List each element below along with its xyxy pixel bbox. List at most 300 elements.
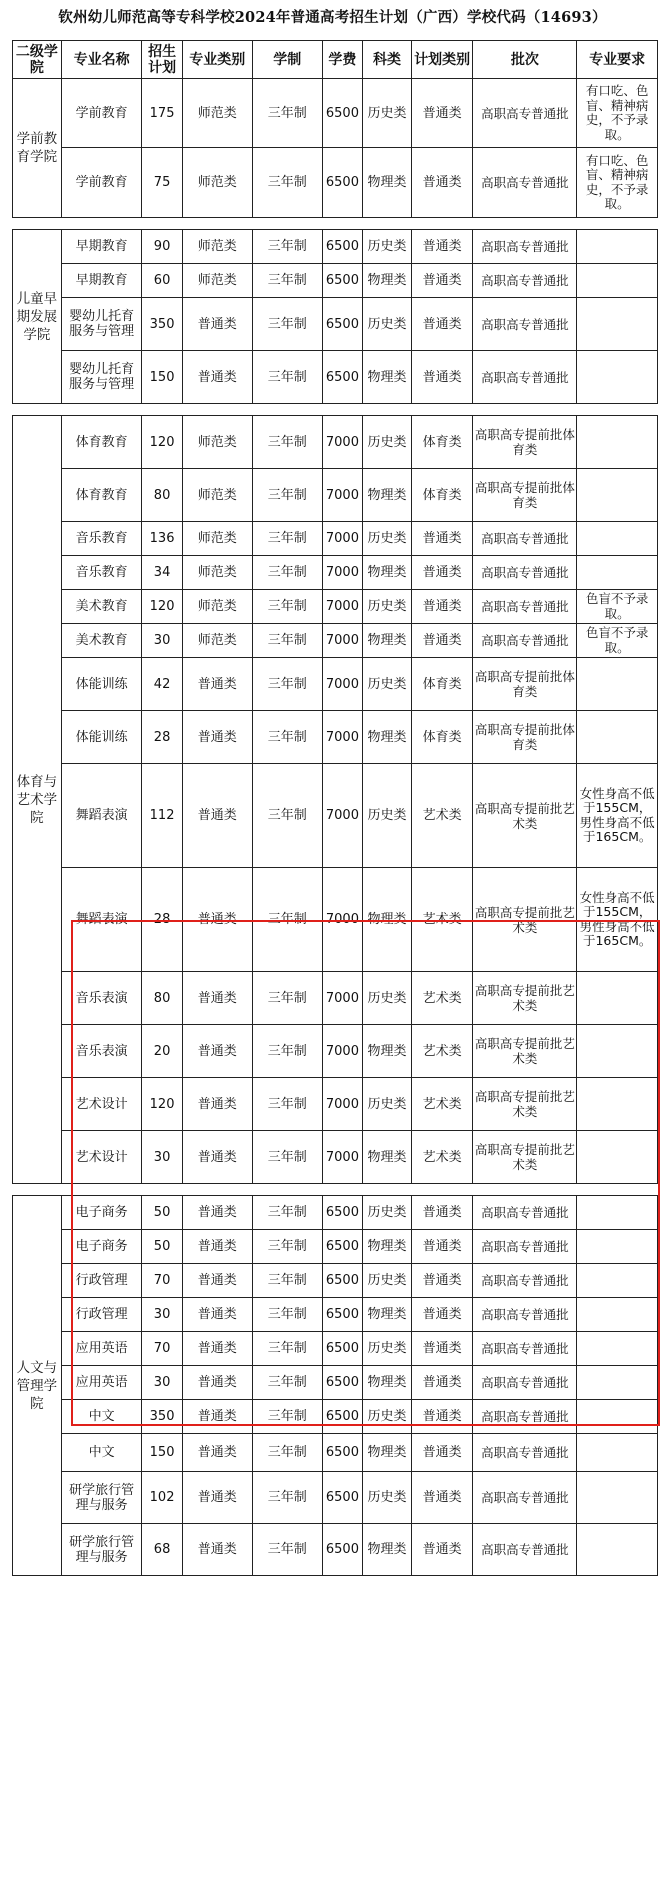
duration-cell: 三年制: [252, 590, 322, 624]
requirement-cell: [577, 230, 658, 264]
duration-cell: 三年制: [252, 1434, 322, 1472]
batch-cell: 高职高专普通批: [473, 1196, 577, 1230]
duration-cell: 三年制: [252, 624, 322, 658]
tuition-cell: 6500: [322, 1472, 362, 1524]
plan-count-cell: 30: [142, 1298, 182, 1332]
major-cell: 行政管理: [61, 1264, 142, 1298]
college-cell: 体育与艺术学院: [13, 416, 62, 1184]
subject-cell: 历史类: [363, 1332, 412, 1366]
plan-count-cell: 120: [142, 590, 182, 624]
table-row: [13, 148, 658, 218]
duration-cell: 三年制: [252, 1264, 322, 1298]
tuition-cell: 7000: [322, 972, 362, 1025]
plan-category-cell: 普通类: [411, 1230, 473, 1264]
plan-category-cell: 普通类: [411, 1400, 473, 1434]
table-row: [13, 1196, 658, 1230]
major-cell: 中文: [61, 1400, 142, 1434]
tuition-cell: 7000: [322, 764, 362, 868]
gap-cell: [13, 404, 658, 416]
subject-cell: 历史类: [363, 298, 412, 351]
batch-cell: 高职高专普通批: [473, 298, 577, 351]
plan-category-cell: 艺术类: [411, 972, 473, 1025]
major-type-cell: 普通类: [182, 711, 252, 764]
plan-count-cell: 30: [142, 624, 182, 658]
duration-cell: 三年制: [252, 79, 322, 148]
batch-cell: 高职高专普通批: [473, 590, 577, 624]
table-row: [13, 230, 658, 264]
subject-cell: 物理类: [363, 264, 412, 298]
major-cell: 音乐教育: [61, 556, 142, 590]
tuition-cell: 7000: [322, 868, 362, 972]
batch-cell: 高职高专普通批: [473, 1298, 577, 1332]
plan-category-cell: 艺术类: [411, 764, 473, 868]
requirement-cell: [577, 264, 658, 298]
subject-cell: 物理类: [363, 1298, 412, 1332]
subject-cell: 历史类: [363, 590, 412, 624]
major-type-cell: 普通类: [182, 298, 252, 351]
major-cell: 体育教育: [61, 416, 142, 469]
plan-category-cell: 艺术类: [411, 868, 473, 972]
header-cell: 招生计划: [142, 41, 182, 79]
major-cell: 音乐表演: [61, 972, 142, 1025]
major-cell: 音乐表演: [61, 1025, 142, 1078]
major-cell: 婴幼儿托育服务与管理: [61, 298, 142, 351]
plan-category-cell: 体育类: [411, 658, 473, 711]
major-cell: 学前教育: [61, 79, 142, 148]
table-row: [13, 658, 658, 711]
subject-cell: 物理类: [363, 351, 412, 404]
batch-cell: 高职高专普通批: [473, 1524, 577, 1576]
plan-category-cell: 体育类: [411, 469, 473, 522]
duration-cell: 三年制: [252, 868, 322, 972]
requirement-cell: [577, 1264, 658, 1298]
plan-category-cell: 普通类: [411, 1524, 473, 1576]
subject-cell: 物理类: [363, 1366, 412, 1400]
major-cell: 体育教育: [61, 469, 142, 522]
tuition-cell: 7000: [322, 469, 362, 522]
duration-cell: 三年制: [252, 1196, 322, 1230]
batch-cell: 高职高专提前批艺术类: [473, 1078, 577, 1131]
batch-cell: 高职高专提前批体育类: [473, 711, 577, 764]
plan-count-cell: 30: [142, 1131, 182, 1184]
tuition-cell: 6500: [322, 1196, 362, 1230]
major-type-cell: 师范类: [182, 264, 252, 298]
plan-count-cell: 120: [142, 1078, 182, 1131]
table-row: [13, 764, 658, 868]
tuition-cell: 7000: [322, 556, 362, 590]
table-row: [13, 711, 658, 764]
table-row: [13, 1472, 658, 1524]
table-row: [13, 1332, 658, 1366]
major-type-cell: 普通类: [182, 1196, 252, 1230]
batch-cell: 高职高专普通批: [473, 1472, 577, 1524]
table-row: [13, 351, 658, 404]
table-row: [13, 1400, 658, 1434]
table-row: [13, 624, 658, 658]
tuition-cell: 6500: [322, 1400, 362, 1434]
duration-cell: 三年制: [252, 264, 322, 298]
table-row: [13, 972, 658, 1025]
requirement-cell: [577, 416, 658, 469]
requirement-cell: 女性身高不低于155CM，男性身高不低于165CM。: [577, 868, 658, 972]
batch-cell: 高职高专普通批: [473, 1366, 577, 1400]
subject-cell: 历史类: [363, 1078, 412, 1131]
major-cell: 早期教育: [61, 230, 142, 264]
major-type-cell: 普通类: [182, 1366, 252, 1400]
subject-cell: 物理类: [363, 624, 412, 658]
table-row: [13, 522, 658, 556]
subject-cell: 历史类: [363, 1264, 412, 1298]
batch-cell: 高职高专提前批艺术类: [473, 1131, 577, 1184]
header-cell: 二级学院: [13, 41, 62, 79]
subject-cell: 历史类: [363, 230, 412, 264]
requirement-cell: [577, 1400, 658, 1434]
plan-count-cell: 90: [142, 230, 182, 264]
batch-cell: 高职高专提前批体育类: [473, 416, 577, 469]
batch-cell: 高职高专普通批: [473, 556, 577, 590]
table-row: [13, 1025, 658, 1078]
major-type-cell: 普通类: [182, 1524, 252, 1576]
plan-category-cell: 普通类: [411, 1434, 473, 1472]
requirement-cell: [577, 522, 658, 556]
plan-count-cell: 30: [142, 1366, 182, 1400]
major-cell: 艺术设计: [61, 1131, 142, 1184]
section-gap: [13, 1184, 658, 1196]
table-row: [13, 1230, 658, 1264]
plan-count-cell: 102: [142, 1472, 182, 1524]
plan-category-cell: 艺术类: [411, 1078, 473, 1131]
plan-count-cell: 150: [142, 1434, 182, 1472]
requirement-cell: 有口吃、色盲、精神病史，不予录取。: [577, 148, 658, 218]
college-cell: 儿童早期发展学院: [13, 230, 62, 404]
plan-count-cell: 80: [142, 469, 182, 522]
plan-count-cell: 50: [142, 1230, 182, 1264]
plan-count-cell: 350: [142, 298, 182, 351]
major-type-cell: 师范类: [182, 230, 252, 264]
requirement-cell: [577, 556, 658, 590]
table-row: [13, 1366, 658, 1400]
tuition-cell: 7000: [322, 658, 362, 711]
tuition-cell: 7000: [322, 1078, 362, 1131]
tuition-cell: 6500: [322, 1434, 362, 1472]
batch-cell: 高职高专提前批艺术类: [473, 972, 577, 1025]
subject-cell: 物理类: [363, 1434, 412, 1472]
subject-cell: 历史类: [363, 1196, 412, 1230]
major-cell: 音乐教育: [61, 522, 142, 556]
requirement-cell: [577, 1366, 658, 1400]
header-cell: 批次: [473, 41, 577, 79]
major-type-cell: 普通类: [182, 1434, 252, 1472]
major-cell: 学前教育: [61, 148, 142, 218]
duration-cell: 三年制: [252, 556, 322, 590]
table-row: [13, 298, 658, 351]
duration-cell: 三年制: [252, 1332, 322, 1366]
enrollment-plan-table: [12, 40, 658, 1576]
plan-count-cell: 34: [142, 556, 182, 590]
header-cell: 科类: [363, 41, 412, 79]
major-type-cell: 师范类: [182, 590, 252, 624]
plan-count-cell: 70: [142, 1264, 182, 1298]
plan-category-cell: 普通类: [411, 351, 473, 404]
duration-cell: 三年制: [252, 1131, 322, 1184]
plan-category-cell: 普通类: [411, 264, 473, 298]
major-type-cell: 普通类: [182, 1230, 252, 1264]
batch-cell: 高职高专普通批: [473, 351, 577, 404]
requirement-cell: [577, 1298, 658, 1332]
subject-cell: 物理类: [363, 868, 412, 972]
subject-cell: 历史类: [363, 972, 412, 1025]
duration-cell: 三年制: [252, 148, 322, 218]
batch-cell: 高职高专提前批体育类: [473, 469, 577, 522]
plan-category-cell: 体育类: [411, 416, 473, 469]
requirement-cell: [577, 1434, 658, 1472]
major-type-cell: 普通类: [182, 351, 252, 404]
requirement-cell: [577, 711, 658, 764]
table-row: [13, 469, 658, 522]
tuition-cell: 6500: [322, 264, 362, 298]
major-type-cell: 普通类: [182, 1400, 252, 1434]
batch-cell: 高职高专普通批: [473, 230, 577, 264]
subject-cell: 物理类: [363, 711, 412, 764]
duration-cell: 三年制: [252, 1230, 322, 1264]
subject-cell: 历史类: [363, 1472, 412, 1524]
duration-cell: 三年制: [252, 1025, 322, 1078]
major-type-cell: 普通类: [182, 658, 252, 711]
batch-cell: 高职高专普通批: [473, 624, 577, 658]
plan-count-cell: 136: [142, 522, 182, 556]
plan-category-cell: 普通类: [411, 148, 473, 218]
plan-count-cell: 120: [142, 416, 182, 469]
tuition-cell: 7000: [322, 416, 362, 469]
tuition-cell: 6500: [322, 1298, 362, 1332]
plan-category-cell: 普通类: [411, 1264, 473, 1298]
requirement-cell: 女性身高不低于155CM，男性身高不低于165CM。: [577, 764, 658, 868]
tuition-cell: 6500: [322, 1230, 362, 1264]
table-row: [13, 79, 658, 148]
requirement-cell: [577, 1196, 658, 1230]
tuition-cell: 6500: [322, 148, 362, 218]
gap-cell: [13, 218, 658, 230]
batch-cell: 高职高专普通批: [473, 1400, 577, 1434]
batch-cell: 高职高专普通批: [473, 79, 577, 148]
batch-cell: 高职高专普通批: [473, 1230, 577, 1264]
table-row: [13, 1078, 658, 1131]
requirement-cell: [577, 658, 658, 711]
subject-cell: 物理类: [363, 469, 412, 522]
major-type-cell: 师范类: [182, 148, 252, 218]
duration-cell: 三年制: [252, 522, 322, 556]
major-type-cell: 普通类: [182, 1131, 252, 1184]
duration-cell: 三年制: [252, 416, 322, 469]
college-cell: 人文与管理学院: [13, 1196, 62, 1576]
table-row: [13, 1131, 658, 1184]
batch-cell: 高职高专普通批: [473, 522, 577, 556]
table-row: [13, 590, 658, 624]
duration-cell: 三年制: [252, 1366, 322, 1400]
batch-cell: 高职高专提前批艺术类: [473, 1025, 577, 1078]
table-row: [13, 1524, 658, 1576]
tuition-cell: 7000: [322, 522, 362, 556]
plan-count-cell: 150: [142, 351, 182, 404]
plan-category-cell: 普通类: [411, 1472, 473, 1524]
major-cell: 婴幼儿托育服务与管理: [61, 351, 142, 404]
tuition-cell: 7000: [322, 624, 362, 658]
subject-cell: 历史类: [363, 1400, 412, 1434]
duration-cell: 三年制: [252, 972, 322, 1025]
page-title: 钦州幼儿师范高等专科学校2024年普通高考招生计划（广西）学校代码（14693）: [58, 9, 607, 26]
requirement-cell: [577, 298, 658, 351]
major-cell: 美术教育: [61, 624, 142, 658]
table-row: [13, 556, 658, 590]
major-cell: 行政管理: [61, 1298, 142, 1332]
batch-cell: 高职高专普通批: [473, 1434, 577, 1472]
major-type-cell: 师范类: [182, 624, 252, 658]
plan-count-cell: 80: [142, 972, 182, 1025]
major-cell: 电子商务: [61, 1230, 142, 1264]
duration-cell: 三年制: [252, 764, 322, 868]
plan-category-cell: 普通类: [411, 298, 473, 351]
header-cell: 专业要求: [577, 41, 658, 79]
header-cell: 计划类别: [411, 41, 473, 79]
duration-cell: 三年制: [252, 1400, 322, 1434]
major-type-cell: 师范类: [182, 469, 252, 522]
major-type-cell: 师范类: [182, 79, 252, 148]
plan-category-cell: 艺术类: [411, 1025, 473, 1078]
table-row: [13, 868, 658, 972]
subject-cell: 历史类: [363, 658, 412, 711]
plan-category-cell: 普通类: [411, 590, 473, 624]
tuition-cell: 6500: [322, 1332, 362, 1366]
plan-count-cell: 112: [142, 764, 182, 868]
gap-cell: [13, 1184, 658, 1196]
duration-cell: 三年制: [252, 1078, 322, 1131]
subject-cell: 物理类: [363, 1131, 412, 1184]
plan-category-cell: 艺术类: [411, 1131, 473, 1184]
requirement-cell: [577, 1078, 658, 1131]
major-cell: 体能训练: [61, 711, 142, 764]
requirement-cell: [577, 351, 658, 404]
table-row: [13, 1434, 658, 1472]
section-gap: [13, 404, 658, 416]
tuition-cell: 7000: [322, 711, 362, 764]
major-cell: 早期教育: [61, 264, 142, 298]
requirement-cell: 色盲不予录取。: [577, 590, 658, 624]
plan-category-cell: 普通类: [411, 522, 473, 556]
header-cell: 学费: [322, 41, 362, 79]
major-cell: 体能训练: [61, 658, 142, 711]
plan-count-cell: 42: [142, 658, 182, 711]
major-type-cell: 普通类: [182, 868, 252, 972]
subject-cell: 历史类: [363, 764, 412, 868]
requirement-cell: 有口吃、色盲、精神病史，不予录取。: [577, 79, 658, 148]
batch-cell: 高职高专普通批: [473, 264, 577, 298]
plan-category-cell: 普通类: [411, 1298, 473, 1332]
requirement-cell: [577, 1230, 658, 1264]
subject-cell: 物理类: [363, 1025, 412, 1078]
major-type-cell: 普通类: [182, 1472, 252, 1524]
requirement-cell: 色盲不予录取。: [577, 624, 658, 658]
tuition-cell: 6500: [322, 230, 362, 264]
duration-cell: 三年制: [252, 658, 322, 711]
subject-cell: 物理类: [363, 556, 412, 590]
major-cell: 研学旅行管理与服务: [61, 1472, 142, 1524]
tuition-cell: 7000: [322, 1025, 362, 1078]
tuition-cell: 7000: [322, 590, 362, 624]
plan-category-cell: 普通类: [411, 556, 473, 590]
tuition-cell: 6500: [322, 351, 362, 404]
duration-cell: 三年制: [252, 351, 322, 404]
tuition-cell: 6500: [322, 1524, 362, 1576]
batch-cell: 高职高专普通批: [473, 148, 577, 218]
major-cell: 电子商务: [61, 1196, 142, 1230]
plan-count-cell: 28: [142, 868, 182, 972]
tuition-cell: 6500: [322, 298, 362, 351]
requirement-cell: [577, 972, 658, 1025]
plan-count-cell: 175: [142, 79, 182, 148]
duration-cell: 三年制: [252, 711, 322, 764]
subject-cell: 历史类: [363, 522, 412, 556]
requirement-cell: [577, 1472, 658, 1524]
major-cell: 美术教育: [61, 590, 142, 624]
plan-category-cell: 普通类: [411, 1366, 473, 1400]
header-cell: 专业名称: [61, 41, 142, 79]
plan-count-cell: 350: [142, 1400, 182, 1434]
major-type-cell: 师范类: [182, 556, 252, 590]
duration-cell: 三年制: [252, 1524, 322, 1576]
requirement-cell: [577, 1131, 658, 1184]
major-type-cell: 普通类: [182, 1025, 252, 1078]
tuition-cell: 6500: [322, 1264, 362, 1298]
duration-cell: 三年制: [252, 1472, 322, 1524]
batch-cell: 高职高专普通批: [473, 1332, 577, 1366]
major-cell: 应用英语: [61, 1332, 142, 1366]
batch-cell: 高职高专普通批: [473, 1264, 577, 1298]
plan-count-cell: 60: [142, 264, 182, 298]
requirement-cell: [577, 469, 658, 522]
tuition-cell: 6500: [322, 79, 362, 148]
batch-cell: 高职高专提前批艺术类: [473, 868, 577, 972]
major-cell: 研学旅行管理与服务: [61, 1524, 142, 1576]
batch-cell: 高职高专提前批体育类: [473, 658, 577, 711]
plan-category-cell: 体育类: [411, 711, 473, 764]
major-cell: 中文: [61, 1434, 142, 1472]
major-type-cell: 师范类: [182, 416, 252, 469]
plan-category-cell: 普通类: [411, 624, 473, 658]
plan-count-cell: 70: [142, 1332, 182, 1366]
subject-cell: 历史类: [363, 416, 412, 469]
plan-count-cell: 75: [142, 148, 182, 218]
major-type-cell: 普通类: [182, 1264, 252, 1298]
plan-category-cell: 普通类: [411, 79, 473, 148]
header-cell: 学制: [252, 41, 322, 79]
subject-cell: 物理类: [363, 1524, 412, 1576]
requirement-cell: [577, 1332, 658, 1366]
major-type-cell: 普通类: [182, 764, 252, 868]
tuition-cell: 6500: [322, 1366, 362, 1400]
plan-count-cell: 28: [142, 711, 182, 764]
table-row: [13, 1264, 658, 1298]
table-row: [13, 264, 658, 298]
header-cell: 专业类别: [182, 41, 252, 79]
duration-cell: 三年制: [252, 469, 322, 522]
subject-cell: 物理类: [363, 148, 412, 218]
major-type-cell: 普通类: [182, 1078, 252, 1131]
college-cell: 学前教育学院: [13, 79, 62, 218]
plan-count-cell: 68: [142, 1524, 182, 1576]
plan-category-cell: 普通类: [411, 1196, 473, 1230]
batch-cell: 高职高专提前批艺术类: [473, 764, 577, 868]
duration-cell: 三年制: [252, 298, 322, 351]
